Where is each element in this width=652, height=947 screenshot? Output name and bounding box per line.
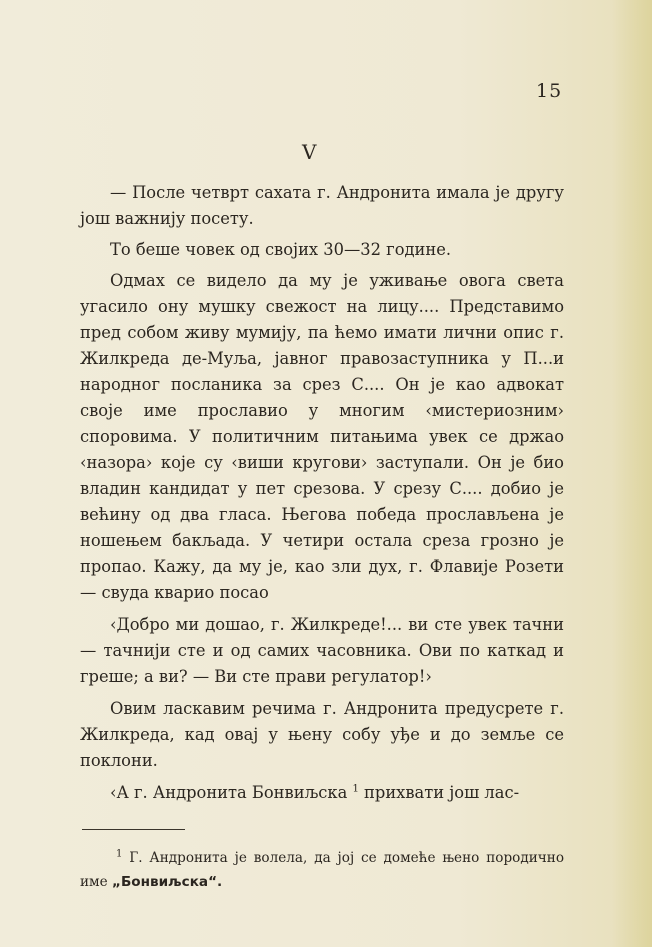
footnote-reference: 1 bbox=[352, 783, 359, 795]
chapter-heading: V bbox=[302, 140, 317, 164]
footnote-marker: 1 bbox=[116, 848, 123, 860]
paragraph-3: Одмах се видело да му је уживање овога света угасило ону мушку свежост на лицу.... Представимо пред собом живу мумију, па ћемо имати лични опис г. Жилкреда де-Муља, јавног правозаступника у П...и народног посланика за срез С.... Он је као адвокат своје име прославио у многим ‹мистериозним› споровима. У политичним питањима увек се држао ‹назора› које су ‹виши кругови› заступали. Он је био владин кандидат у пет срезова. У срезу С.... добио је већину од два гласа. Његова победа прослављена је ношењем бакљада. У четири остала среза грозно је пропао. Кажу, да му је, као зли дух, г. Флавије Розети — свуда кварио посао bbox=[80, 271, 564, 602]
footnote-rule bbox=[82, 829, 185, 830]
paragraph-6-start: ‹А г. Андронита Бонвиљска bbox=[110, 783, 348, 802]
paragraph-1: — После четврт сахата г. Андронита имала је другу још важнију посету. bbox=[80, 183, 564, 228]
page-number: 15 bbox=[536, 80, 563, 102]
paragraph-2: То беше човек од својих 30—32 године. bbox=[110, 240, 452, 259]
paragraph-4: ‹Добро ми дошао, г. Жилкреде!... ви сте увек тачни — тачнији сте и од самих часовника. Ови по каткад и греше; а ви? — Ви сте прави регулатор!› bbox=[80, 615, 564, 686]
paragraph-6-end: прихвати још лас- bbox=[364, 783, 520, 802]
body-text bbox=[80, 180, 564, 812]
footnote-bold-name: „Бонвиљска“. bbox=[112, 874, 223, 890]
paragraph-6 bbox=[80, 780, 564, 806]
footnote bbox=[80, 846, 564, 894]
paragraph-5: Овим ласкавим речима г. Андронита предусрете г. Жилкреда, кад овај у њену собу уђе и до земље се поклони. bbox=[80, 699, 564, 770]
page-edge-shade bbox=[612, 0, 652, 947]
footnote-text: Г. Андронита је волела, да јој се домеће њено породично име bbox=[80, 850, 565, 890]
